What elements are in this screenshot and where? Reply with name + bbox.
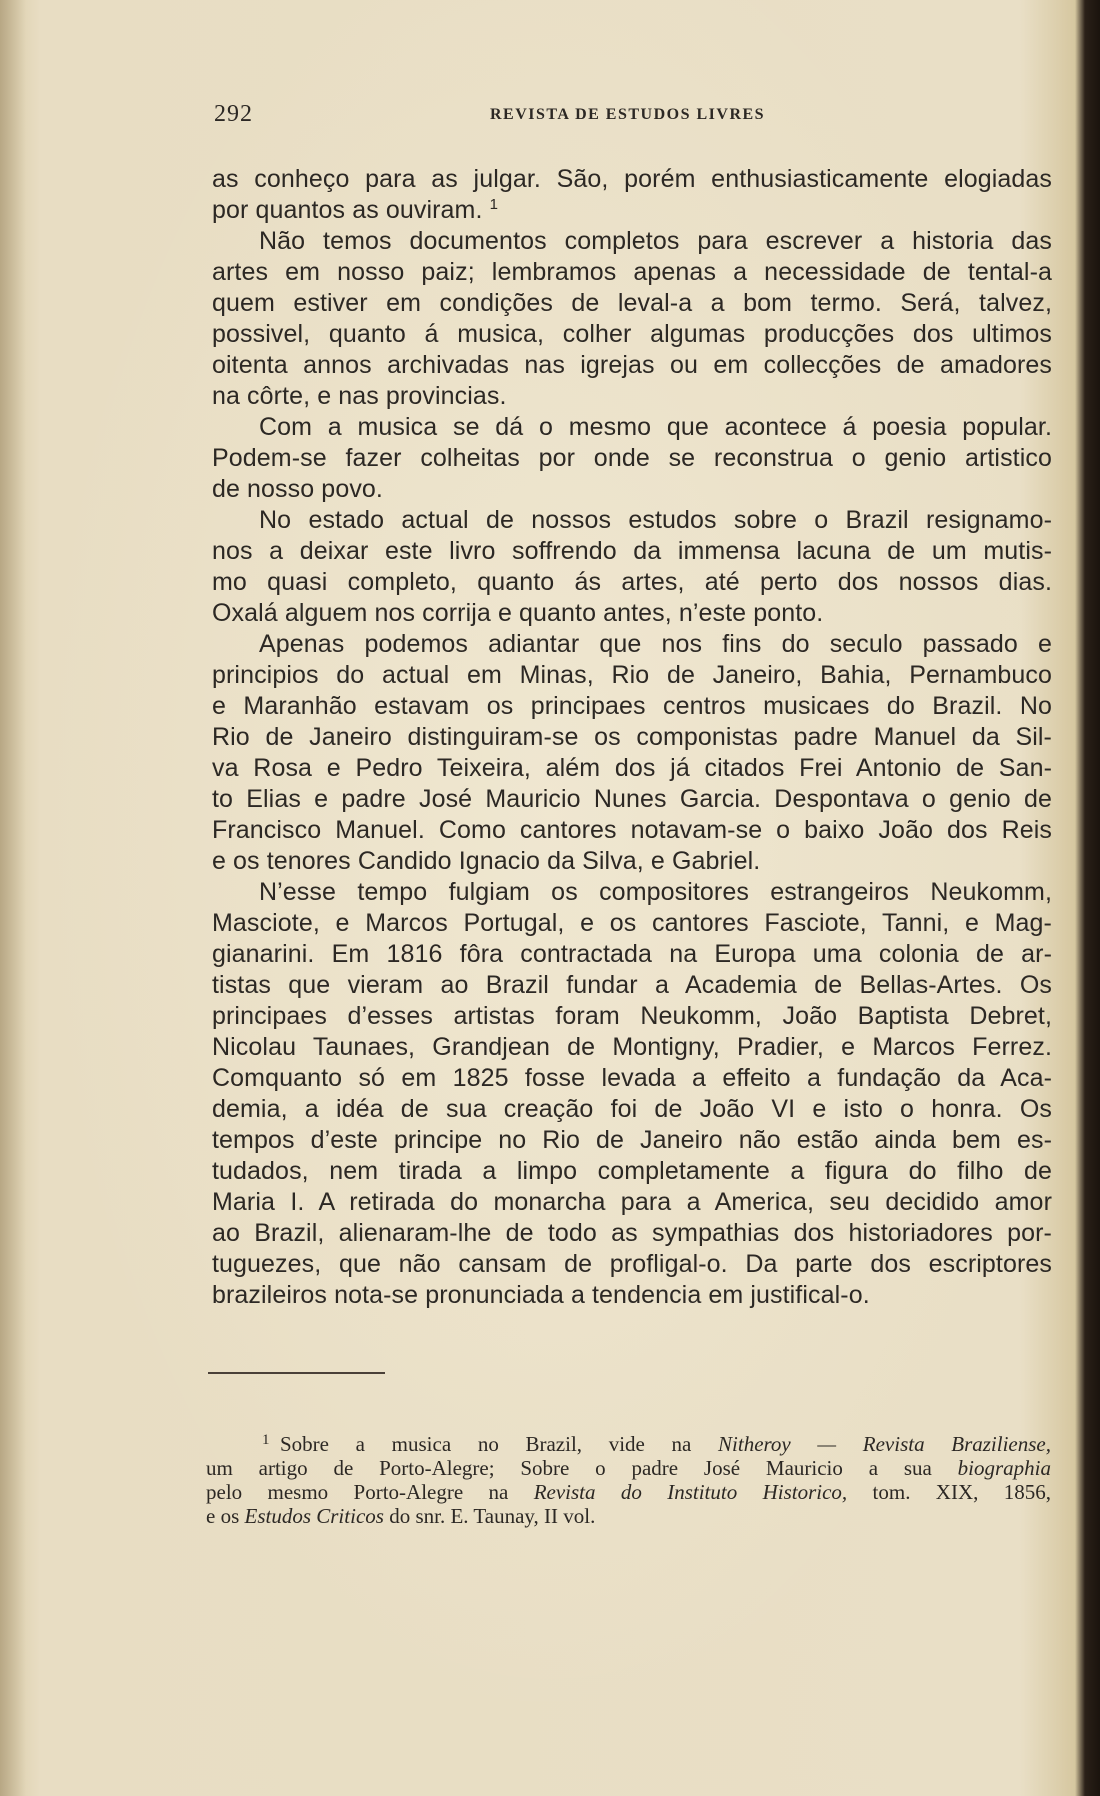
text-line-content: e os tenores Candido Ignacio da Silva, e Gabriel. — [212, 847, 761, 875]
text-line — [212, 598, 1052, 629]
text-line — [212, 443, 1052, 474]
footnote-citation: biographia — [957, 1456, 1051, 1480]
footnote-divider — [208, 1372, 385, 1374]
text-line — [212, 257, 1052, 288]
text-line — [212, 846, 1052, 877]
text-line — [212, 567, 1052, 598]
text-line — [212, 288, 1052, 319]
text-line — [212, 629, 1052, 660]
text-line-content: N’esse tempo fulgiam os compositores estrangeiros Neukomm, — [259, 878, 1052, 906]
text-line — [212, 908, 1052, 939]
text-line-content: Masciote, e Marcos Portugal, e os cantores Fasciote, Tanni, e Mag- — [212, 909, 1052, 937]
text-line-content: por quantos as ouviram. — [212, 196, 483, 224]
footnote-line — [206, 1504, 1051, 1528]
text-line — [212, 319, 1052, 350]
text-line-content: va Rosa e Pedro Teixeira, além dos já citados Frei Antonio de San- — [212, 754, 1052, 782]
text-line — [212, 815, 1052, 846]
text-line — [212, 691, 1052, 722]
text-line — [212, 1249, 1052, 1280]
page-gutter-shadow — [0, 0, 26, 1796]
text-line — [212, 784, 1052, 815]
text-line — [212, 1156, 1052, 1187]
text-line-content: Com a musica se dá o mesmo que acontece á poesia popular. — [259, 413, 1052, 441]
text-line-content: e Maranhão estavam os principaes centros musicaes do Brazil. No — [212, 692, 1052, 720]
body-text — [212, 164, 1052, 1311]
text-line — [212, 505, 1052, 536]
text-line-content: possivel, quanto á musica, colher algumas producções dos ultimos — [212, 320, 1052, 348]
text-line — [212, 1094, 1052, 1125]
footnote-reference: 1 — [489, 196, 499, 213]
footnote-text: pelo mesmo Porto-Alegre na — [206, 1480, 534, 1504]
text-line-content: Oxalá alguem nos corrija e quanto antes, n’este ponto. — [212, 599, 824, 627]
text-line — [212, 939, 1052, 970]
text-line — [212, 195, 1052, 226]
text-line-content: Não temos documentos completos para escrever a historia das — [259, 227, 1052, 255]
text-line-content: tuguezes, que não cansam de profligal-o. Da parte dos escriptores — [212, 1250, 1052, 1278]
footnote-text: Sobre a musica no Brazil, vide na — [280, 1432, 719, 1456]
text-line-content: tempos d’este principe no Rio de Janeiro não estão ainda bem es- — [212, 1126, 1052, 1154]
page-header — [214, 101, 1054, 131]
text-line-content: principios do actual em Minas, Rio de Janeiro, Bahia, Pernambuco — [212, 661, 1052, 689]
text-line-content: demia, a idéa de sua creação foi de João VI e isto o honra. Os — [212, 1095, 1052, 1123]
text-line-content: mo quasi completo, quanto ás artes, até perto dos nossos dias. — [212, 568, 1052, 596]
footnote-citation: Nitheroy — Revista Braziliense, — [718, 1432, 1051, 1456]
footnote-line — [206, 1432, 1051, 1456]
text-line — [212, 1063, 1052, 1094]
text-line — [212, 722, 1052, 753]
text-line-content: tistas que vieram ao Brazil fundar a Academia de Bellas-Artes. Os — [212, 971, 1052, 999]
footnote-text: tom. XIX, 1856, — [847, 1480, 1051, 1504]
text-line — [212, 381, 1052, 412]
footnote-citation: Revista do Instituto Historico, — [533, 1480, 848, 1504]
text-line-content: de nosso povo. — [212, 475, 383, 503]
text-line — [212, 1125, 1052, 1156]
text-line-content: principaes d’esses artistas foram Neukomm, João Baptista Debret, — [212, 1002, 1052, 1030]
text-line-content: nos a deixar este livro soffrendo da immensa lacuna de um mutis- — [212, 537, 1052, 565]
text-line-content: Podem-se fazer colheitas por onde se reconstrua o genio artistico — [212, 444, 1052, 472]
text-line — [212, 226, 1052, 257]
text-line — [212, 970, 1052, 1001]
text-line — [212, 1218, 1052, 1249]
text-line — [212, 753, 1052, 784]
text-line-content: Maria I. A retirada do monarcha para a America, seu decidido amor — [212, 1188, 1052, 1216]
text-line-content: Francisco Manuel. Como cantores notavam-se o baixo João dos Reis — [212, 816, 1052, 844]
footnote-text: e os — [206, 1504, 245, 1528]
text-line-content: gianarini. Em 1816 fôra contractada na Europa uma colonia de ar- — [212, 940, 1052, 968]
text-line-content: artes em nosso paiz; lembramos apenas a necessidade de tental-a — [212, 258, 1052, 286]
text-line-content: No estado actual de nossos estudos sobre o Brazil resignamo- — [259, 506, 1052, 534]
text-line — [212, 1001, 1052, 1032]
text-line-content: Nicolau Taunaes, Grandjean de Montigny, Pradier, e Marcos Ferrez. — [212, 1033, 1052, 1061]
footnotes — [206, 1432, 1051, 1528]
footnote-text: um artigo de Porto-Alegre; Sobre o padre José Mauricio a sua — [206, 1456, 958, 1480]
text-line-content: to Elias e padre José Mauricio Nunes Garcia. Despontava o genio de — [212, 785, 1052, 813]
footnote-citation: Estudos Criticos — [244, 1504, 384, 1528]
text-line — [212, 1032, 1052, 1063]
text-line-content: ao Brazil, alienaram-lhe de todo as sympathias dos historiadores por- — [212, 1219, 1052, 1247]
text-line-content: Comquanto só em 1825 fosse levada a effeito a fundação da Aca- — [212, 1064, 1052, 1092]
text-line-content: as conheço para as julgar. São, porém enthusiasticamente elogiadas — [212, 165, 1052, 193]
text-line — [212, 164, 1052, 195]
text-line — [212, 660, 1052, 691]
running-title: REVISTA DE ESTUDOS LIVRES — [490, 106, 766, 123]
text-line-content: quem estiver em condições de leval-a a bom termo. Será, talvez, — [212, 289, 1052, 317]
footnote-text: do snr. E. Taunay, II vol. — [383, 1504, 596, 1528]
text-line-content: oitenta annos archivadas nas igrejas ou em collecções de amadores — [212, 351, 1052, 379]
text-line — [212, 350, 1052, 381]
text-line-content: tudados, nem tirada a limpo completamente a figura do filho de — [212, 1157, 1052, 1185]
text-line-content: Rio de Janeiro distinguiram-se os componistas padre Manuel da Sil- — [212, 723, 1052, 751]
text-line-content: na côrte, e nas provincias. — [212, 382, 507, 410]
text-line — [212, 412, 1052, 443]
footnote-line — [206, 1480, 1051, 1504]
footnote-mark: 1 — [262, 1432, 270, 1448]
text-line — [212, 536, 1052, 567]
footnote-line — [206, 1456, 1051, 1480]
page-number: 292 — [214, 101, 253, 127]
text-line — [212, 1187, 1052, 1218]
text-line — [212, 1280, 1052, 1311]
text-line-content: Apenas podemos adiantar que nos fins do seculo passado e — [259, 630, 1052, 658]
text-line — [212, 474, 1052, 505]
text-line — [212, 877, 1052, 908]
text-line-content: brazileiros nota-se pronunciada a tendencia em justifical-o. — [212, 1281, 870, 1309]
